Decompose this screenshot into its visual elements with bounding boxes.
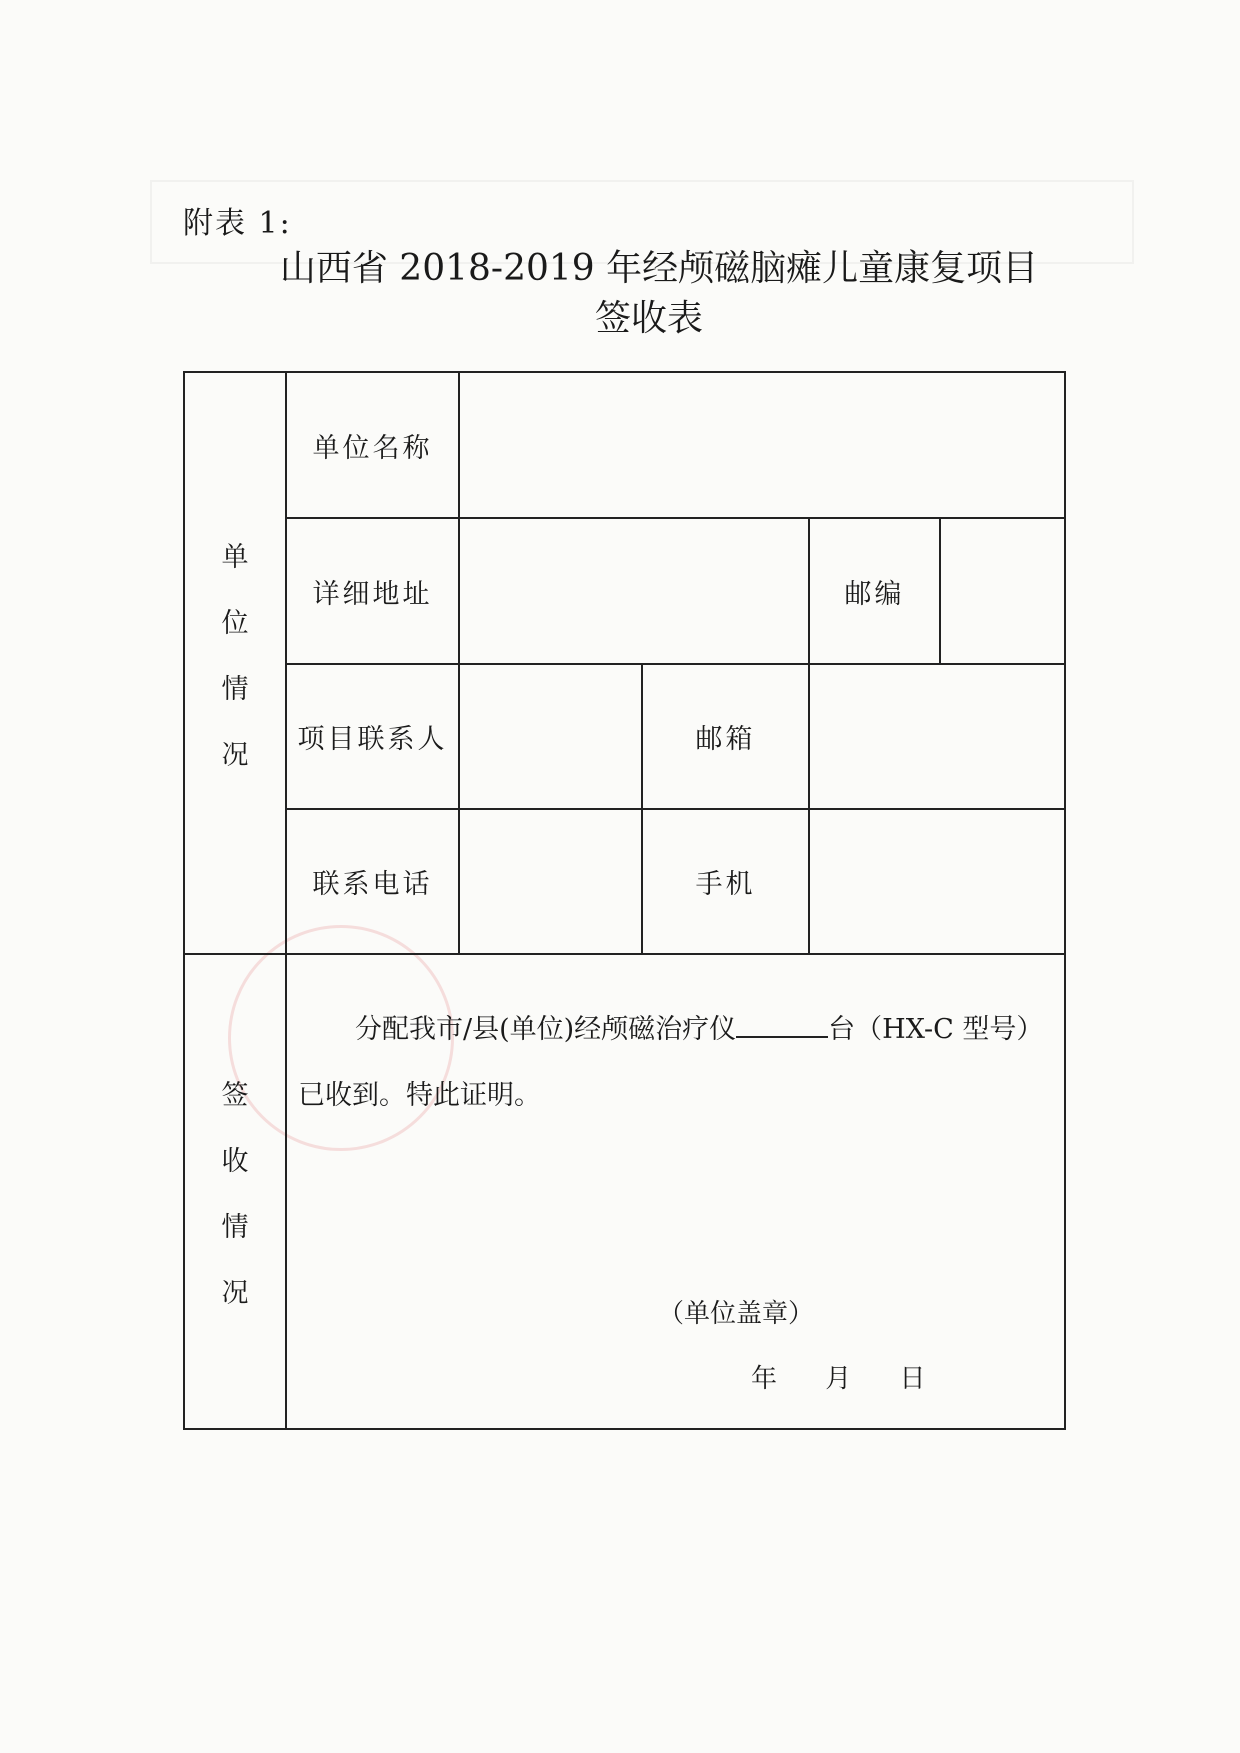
unit-name-label: 单位名称: [312, 432, 433, 464]
date-line: 年 月 日: [751, 1364, 926, 1394]
mobile-field[interactable]: [810, 810, 1066, 953]
annex-label: 附表 1:: [183, 206, 292, 241]
address-field[interactable]: [460, 519, 808, 663]
email-label: 邮箱: [695, 724, 756, 755]
postcode-field[interactable]: [941, 519, 1066, 663]
contact-person-label: 项目联系人: [297, 724, 448, 755]
phone-label: 联系电话: [312, 869, 433, 900]
unit-section-label: 单 位 情 况: [221, 542, 249, 771]
phone-field[interactable]: [460, 810, 641, 953]
quantity-blank[interactable]: [736, 1012, 828, 1038]
postcode-label: 邮编: [844, 578, 905, 610]
title-line-2: 签收表: [594, 298, 703, 339]
unit-name-field[interactable]: [460, 373, 1066, 517]
receipt-text-after: 台（HX-C 型号）: [828, 1014, 1044, 1045]
title-line-1: 山西省 2018-2019 年经颅磁脑瘫儿童康复项目: [279, 248, 1039, 289]
receipt-text-before: 分配我市/县(单位)经颅磁治疗仪: [355, 1014, 737, 1045]
receipt-statement: [298, 997, 1058, 1129]
document-title: [0, 244, 1240, 344]
mobile-label: 手机: [695, 869, 756, 900]
receipt-form-table: [183, 371, 1066, 1430]
address-label: 详细地址: [312, 578, 433, 610]
contact-person-field[interactable]: [460, 665, 641, 808]
receipt-text-line2: 已收到。特此证明。: [298, 1080, 541, 1111]
seal-note: （单位盖章）: [658, 1299, 815, 1329]
email-field[interactable]: [810, 665, 1066, 808]
receipt-section-label: 签 收 情 况: [221, 1080, 249, 1309]
